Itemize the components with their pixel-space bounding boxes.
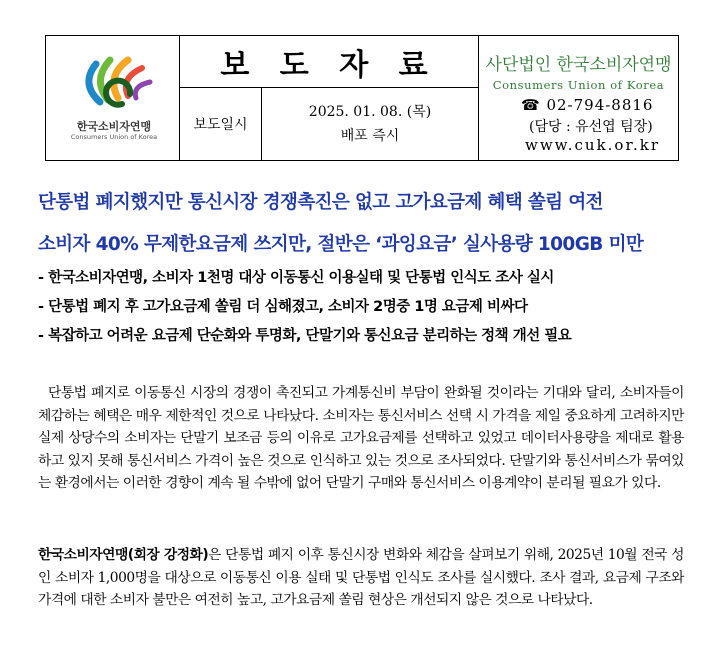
headline-line-2: 소비자 40% 무제한요금제 쓰지만, 절반은 ‘과잉요금’ 실사용량 100GB 미만: [38, 234, 644, 255]
paragraph-rest: 은 단통법 폐지 이후 통신시장 변화와 체감을 살펴보기 위해, 2025년 10월 전국 성인 소비자 1,000명을 대상으로 이동통신 이용 실태 및 단통법 인식도 조사를 실시했다. 조사 결과, 요금제 구조와 가격에 대한 소비자 불만은 여전히 높고, 고가요금제 쏠림 현상은 개선되지 않은 것으로 나타났다.: [38, 547, 684, 608]
release-date: 2025. 01. 08. (목): [308, 104, 432, 120]
organization-name: 사단법인 한국소비자연맹: [485, 55, 672, 75]
organization-english-name: Consumers Union of Korea: [492, 78, 665, 92]
phone-number: ☎ 02-794-8816: [521, 96, 654, 114]
release-date-block: [262, 88, 478, 160]
body-paragraph-2: [38, 544, 684, 612]
website-url: www.cuk.or.kr: [525, 136, 661, 154]
summary-bullets: [38, 264, 688, 351]
logo-text: 한국소비자연맹: [76, 120, 152, 133]
press-release-header: [45, 35, 679, 161]
title-block: [180, 36, 479, 160]
release-timing: 배포 즉시: [340, 128, 400, 144]
paragraph-lead: 한국소비자연맹(회장 강정화): [38, 547, 209, 563]
logo-subtext: Consumers Union of Korea: [70, 133, 158, 141]
summary-bullet: - 복잡하고 어려운 요금제 단순화와 투명화, 단말기와 통신요금 분리하는 정책 개선 필요: [38, 328, 572, 344]
release-date-label: 보도일시: [180, 88, 262, 160]
contact-person: (담당 : 유선엽 팀장): [529, 119, 653, 135]
document-title: 보 도 자 료: [180, 36, 478, 88]
body-paragraph-1: 단통법 폐지로 이동통신 시장의 경쟁이 촉진되고 가계통신비 부담이 완화될 것이라는 기대와 달리, 소비자들이 체감하는 혜택은 매우 제한적인 것으로 나타났다. 소비자는 통신서비스 선택 시 가격을 제일 중요하게 고려하지만 실제 상당수의 소비자는 단말기 보조금 등의 이유로 고가요금제를 선택하고 있었고 데이터사용량을 제대로 활용하고 있지 못해 통신서비스 가격이 높은 것으로 인식하고 있는 것으로 조사되었다. 단말기와 통신서비스가 묶여있는 환경에서는 이러한 경향이 계속 될 수밖에 없어 단말기 구매와 통신서비스 이용계약이 분리될 필요가 있다.: [38, 385, 684, 491]
organization-block: [479, 36, 678, 160]
headline-line-1: 단통법 폐지했지만 통신시장 경쟁촉진은 없고 고가요금제 혜택 쏠림 여전: [38, 192, 603, 213]
summary-bullet: - 단통법 폐지 후 고가요금제 쏠림 더 심해졌고, 소비자 2명중 1명 요금제 비싸다: [38, 299, 528, 315]
summary-bullet: - 한국소비자연맹, 소비자 1천명 대상 이동통신 이용실태 및 단통법 인식도 조사 실시: [38, 270, 554, 286]
cuk-logo-icon: [70, 54, 158, 114]
logo-cell: [46, 36, 180, 160]
